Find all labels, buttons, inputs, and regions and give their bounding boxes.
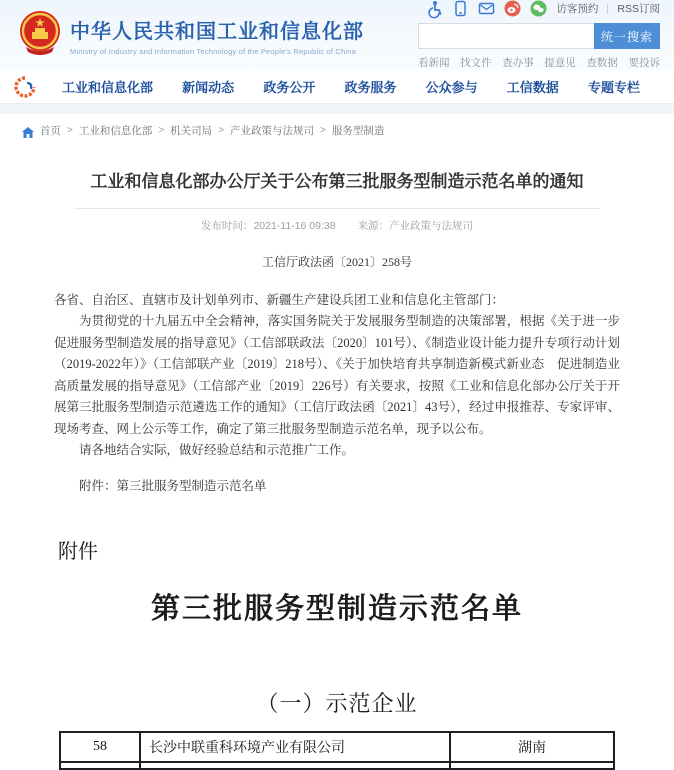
nav-item-special[interactable]: 专题专栏 <box>587 80 640 95</box>
nav-item-news[interactable]: 新闻动态 <box>182 80 235 95</box>
quick-link-files[interactable]: 找文件 <box>460 57 492 69</box>
nav-item-miit[interactable]: 工业和信息化部 <box>62 80 154 95</box>
breadcrumb-home[interactable]: 首页 <box>40 125 61 137</box>
breadcrumb-separator: > <box>67 125 73 136</box>
article <box>54 170 620 497</box>
cell-company-name <box>141 763 451 768</box>
nav-item-data[interactable]: 工信数据 <box>506 80 559 95</box>
mail-icon[interactable] <box>478 0 495 17</box>
quick-link-news[interactable]: 看新闻 <box>418 57 450 69</box>
nav-item-gov-open[interactable]: 政务公开 <box>263 80 316 95</box>
quick-link-complaint[interactable]: 要投诉 <box>628 57 660 69</box>
article-meta <box>54 218 620 233</box>
quick-link-data[interactable]: 查数据 <box>586 57 618 69</box>
paragraph-salutation: 各省、自治区、直辖市及计划单列市、新疆生产建设兵团工业和信息化主管部门： <box>54 292 505 307</box>
breadcrumb-departments[interactable]: 机关司局 <box>170 125 213 137</box>
paragraph-main: 为贯彻党的十九届五中全会精神，落实国务院关于发展服务型制造的决策部署，根据《关于进一步促进服务型制造发展的指导意见》（工信部联政法〔2020〕101号）、《制造业设计能力提升专项行动计划（2019-2022年）》（工信部联产业〔2019〕218号）、《关于加快培育共享制造新模式新业态 促进制造业高质量发展的指导意见》（工信部产业〔2019〕226号）有关要求，按照《工业和信息化部办公厅关于开展第三批服务型制造示范遴选工作的通知》（工信厅政法函〔2021〕43号），经过申报推荐、专家评审、现场考查、网上公示等工作，确定了第三批服务型制造示范名单，现予以公布。 <box>54 314 620 436</box>
table-row-partial <box>61 763 613 768</box>
publish-time: 2021-11-16 09:38 <box>253 219 336 232</box>
breadcrumb-separator: > <box>218 125 225 136</box>
home-icon[interactable] <box>22 125 34 136</box>
nav-item-gov-service[interactable]: 政务服务 <box>344 80 397 95</box>
attachment-title: 第三批服务型制造示范名单 <box>150 593 523 626</box>
demo-enterprise-table <box>59 731 615 770</box>
header-right <box>418 0 660 70</box>
accessibility-icon[interactable] <box>426 0 443 17</box>
rss-link[interactable]: RSS订阅 <box>617 3 660 15</box>
cell-serial-number <box>61 763 141 768</box>
page-title: 工业和信息化部办公厅关于公布第三批服务型制造示范名单的通知 <box>90 172 584 191</box>
cell-province: 湖南 <box>518 741 546 757</box>
utility-divider <box>607 4 608 14</box>
title-divider <box>74 208 600 209</box>
search-input[interactable] <box>418 23 594 49</box>
site-title: 中华人民共和国工业和信息化部 <box>70 20 364 43</box>
miit-logo-icon <box>14 76 36 98</box>
cell-serial-number: 58 <box>61 733 141 761</box>
cell-province <box>451 763 613 768</box>
attachment-scan <box>0 535 674 770</box>
search-button[interactable]: 统一搜索 <box>594 23 660 49</box>
paragraph-request: 请各地结合实际，做好经验总结和示范推广工作。 <box>79 443 355 458</box>
breadcrumb-policy-dept[interactable]: 产业政策与法规司 <box>230 125 315 137</box>
breadcrumb-separator: > <box>320 125 326 136</box>
breadcrumb <box>0 114 674 146</box>
attachment-section-heading: （一）示范企业 <box>256 691 418 717</box>
nav-items <box>62 77 658 96</box>
breadcrumb-separator: > <box>158 125 165 136</box>
quick-link-services[interactable]: 查办事 <box>502 57 534 69</box>
cell-company-name: 长沙中联重科环境产业有限公司 <box>141 733 451 761</box>
utility-row <box>418 0 660 17</box>
main-nav <box>0 70 674 103</box>
paragraph-attachment-ref: 附件：第三批服务型制造示范名单 <box>79 478 267 493</box>
weibo-icon[interactable] <box>504 0 521 17</box>
national-emblem-icon <box>18 9 62 62</box>
mobile-icon[interactable] <box>452 0 469 17</box>
site-brand[interactable] <box>18 9 364 62</box>
article-body <box>54 290 620 498</box>
quick-link-feedback[interactable]: 提意见 <box>544 57 576 69</box>
site-header <box>0 0 674 70</box>
publish-time-label: 发布时间： <box>200 219 254 232</box>
breadcrumb-service-manufacturing[interactable]: 服务型制造 <box>331 125 385 137</box>
search-bar <box>418 23 660 49</box>
table-row <box>61 733 613 763</box>
site-subtitle: Ministry of Industry and Information Technology of the People's Republic of China <box>70 46 356 56</box>
nav-divider-band <box>0 103 674 114</box>
wechat-icon[interactable] <box>530 0 547 17</box>
document-number: 工信厅政法函〔2021〕258号 <box>261 254 412 269</box>
nav-item-participation[interactable]: 公众参与 <box>425 80 478 95</box>
attachment-label: 附件 <box>58 541 98 564</box>
breadcrumb-miit[interactable]: 工业和信息化部 <box>78 125 153 137</box>
quick-links <box>418 55 660 70</box>
source-label: 来源： <box>357 219 390 232</box>
source-value: 产业政策与法规司 <box>389 219 474 232</box>
visitor-appointment-link[interactable]: 访客预约 <box>556 3 599 15</box>
